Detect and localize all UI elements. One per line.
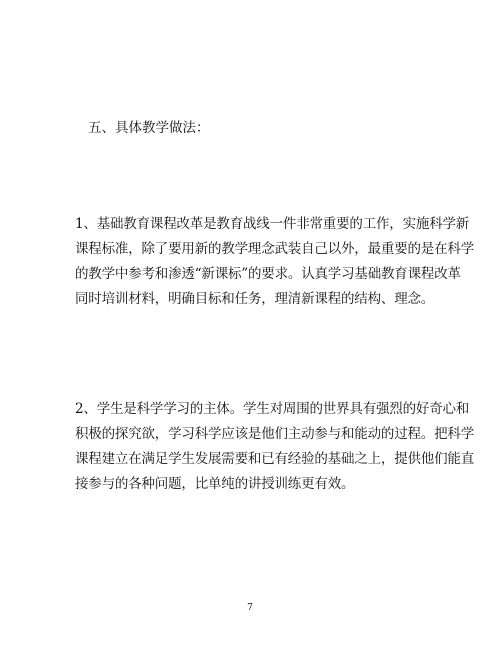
paragraph-1: [75, 212, 474, 312]
paragraph-line: 同时培训材料，明确目标和任务，理清新课程的结构、理念。: [75, 291, 435, 307]
paragraph-line: 课程标准，除了要用新的教学理念武装自己以外，最重要的是在科学: [75, 241, 474, 257]
paragraph-line: 2、学生是科学学习的主体。学生对周围的世界具有强烈的好奇心和: [75, 401, 470, 417]
paragraph-line: 1、基础教育课程改革是教育战线一件非常重要的工作，实施科学新: [75, 216, 470, 232]
section-heading: 五、具体教学做法：: [88, 120, 210, 136]
paragraph-2: [75, 397, 474, 497]
paragraph-line: 的教学中参考和渗透“新课标”的要求。认真学习基础教育课程改革: [75, 266, 461, 282]
paragraph-line: 积极的探究欲，学习科学应该是他们主动参与和能动的过程。把科学: [75, 426, 474, 442]
page-number: 7: [247, 603, 253, 613]
paragraph-line: 接参与的各种问题，比单纯的讲授训练更有效。: [75, 476, 355, 492]
paragraph-line: 课程建立在满足学生发展需要和已有经验的基础之上，提供他们能直: [75, 451, 474, 467]
